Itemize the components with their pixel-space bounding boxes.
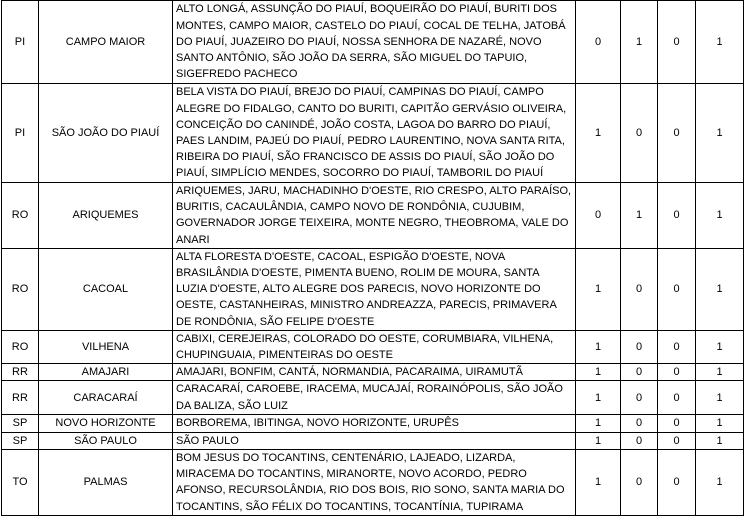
state-cell: PI [2,1,39,84]
regions-table [1,0,744,516]
region-cell: ARIQUEMES [39,183,173,249]
state-cell: RR [2,381,39,414]
value-cell-1: 0 [576,1,621,84]
value-cell-3: 0 [658,381,696,414]
table-row [2,248,744,330]
table-row [2,1,744,84]
region-cell: PALMAS [39,450,173,516]
municipalities-cell: BELA VISTA DO PIAUÍ, BREJO DO PIAUÍ, CAMPINAS DO PIAUÍ, CAMPO ALEGRE DO FIDALGO, CANTO DO BURITI, CAPITÃO GERVÁSIO OLIVEIRA, CONCEIÇÃO DO CANINDÉ, JOÃO COSTA, LAGOA DO BARRO DO PIAUÍ, PAES LANDIM, PAJEÚ DO PIAUÍ, PEDRO LAURENTINO, NOVA SANTA RITA, RIBEIRA DO PIAUÍ, SÃO FRANCISCO DE ASSIS DO PIAUÍ, SÃO JOÃO DO PIAUÍ, SIMPLÍCIO MENDES, SOCORRO DO PIAUÍ, TAMBORIL DO PIAUÍ [173,84,576,183]
value-cell-3: 0 [658,364,696,381]
value-cell-2: 0 [621,414,658,432]
value-cell-2: 1 [621,1,658,84]
region-cell: CACOAL [39,248,173,330]
state-cell: RO [2,330,39,363]
value-cell-4: 1 [696,183,744,249]
value-cell-2: 0 [621,330,658,363]
municipalities-cell: BOM JESUS DO TOCANTINS, CENTENÁRIO, LAJEADO, LIZARDA, MIRACEMA DO TOCANTINS, MIRANORTE, NOVO ACORDO, PEDRO AFONSO, RECURSOLÂNDIA, RIO DOS BOIS, RIO SONO, SANTA MARIA DO TOCANTINS, SÃO FÉLIX DO TOCANTINS, TOCANTÍNIA, TUPIRAMA [173,450,576,516]
value-cell-3: 0 [658,414,696,432]
state-cell: RR [2,364,39,381]
table-row [2,432,744,449]
table-row [2,84,744,183]
value-cell-4: 1 [696,84,744,183]
state-cell: PI [2,84,39,183]
municipalities-cell: CARACARAÍ, CAROEBE, IRACEMA, MUCAJAÍ, RORAINÓPOLIS, SÃO JOÃO DA BALIZA, SÃO LUIZ [173,381,576,414]
value-cell-1: 1 [576,364,621,381]
value-cell-3: 0 [658,450,696,516]
value-cell-3: 0 [658,432,696,449]
value-cell-4: 1 [696,364,744,381]
value-cell-1: 1 [576,248,621,330]
value-cell-3: 0 [658,84,696,183]
value-cell-1: 1 [576,84,621,183]
municipalities-cell: BORBOREMA, IBITINGA, NOVO HORIZONTE, URUPÊS [173,414,576,432]
region-cell: NOVO HORIZONTE [39,414,173,432]
value-cell-2: 0 [621,381,658,414]
municipalities-cell: AMAJARI, BONFIM, CANTÁ, NORMANDIA, PACARAIMA, UIRAMUTÃ [173,364,576,381]
region-cell: CARACARAÍ [39,381,173,414]
municipalities-cell: ALTO LONGÁ, ASSUNÇÃO DO PIAUÍ, BOQUEIRÃO DO PIAUÍ, BURITI DOS MONTES, CAMPO MAIOR, CASTELO DO PIAUÍ, COCAL DE TELHA, JATOBÁ DO PIAUÍ, JUAZEIRO DO PIAUÍ, NOSSA SENHORA DE NAZARÉ, NOVO SANTO ANTÔNIO, SÃO JOÃO DA SERRA, SÃO MIGUEL DO TAPUIO, SIGEFREDO PACHECO [173,1,576,84]
value-cell-2: 0 [621,450,658,516]
value-cell-1: 1 [576,414,621,432]
value-cell-2: 0 [621,248,658,330]
state-cell: SP [2,414,39,432]
value-cell-1: 1 [576,381,621,414]
region-cell: SÃO PAULO [39,432,173,449]
municipalities-cell: SÃO PAULO [173,432,576,449]
table-row [2,364,744,381]
value-cell-3: 0 [658,330,696,363]
value-cell-1: 1 [576,450,621,516]
region-cell: AMAJARI [39,364,173,381]
municipalities-cell: ARIQUEMES, JARU, MACHADINHO D'OESTE, RIO CRESPO, ALTO PARAÍSO, BURITIS, CACAULÂNDIA, CAMPO NOVO DE RONDÔNIA, CUJUBIM, GOVERNADOR JORGE TEIXEIRA, MONTE NEGRO, THEOBROMA, VALE DO ANARI [173,183,576,249]
value-cell-4: 1 [696,432,744,449]
value-cell-2: 0 [621,84,658,183]
state-cell: TO [2,450,39,516]
value-cell-4: 1 [696,414,744,432]
value-cell-4: 1 [696,450,744,516]
value-cell-3: 0 [658,183,696,249]
value-cell-4: 1 [696,330,744,363]
state-cell: SP [2,432,39,449]
value-cell-1: 1 [576,432,621,449]
region-cell: CAMPO MAIOR [39,1,173,84]
municipalities-cell: CABIXI, CEREJEIRAS, COLORADO DO OESTE, CORUMBIARA, VILHENA, CHUPINGUAIA, PIMENTEIRAS DO OESTE [173,330,576,363]
value-cell-4: 1 [696,248,744,330]
value-cell-3: 0 [658,1,696,84]
region-cell: VILHENA [39,330,173,363]
table-row [2,381,744,414]
table-row [2,183,744,249]
state-cell: RO [2,183,39,249]
value-cell-4: 1 [696,381,744,414]
value-cell-1: 0 [576,183,621,249]
municipalities-cell: ALTA FLORESTA D'OESTE, CACOAL, ESPIGÃO D'OESTE, NOVA BRASILÂNDIA D'OESTE, PIMENTA BUENO, ROLIM DE MOURA, SANTA LUZIA D'OESTE, ALTO ALEGRE DOS PARECIS, NOVO HORIZONTE DO OESTE, CASTANHEIRAS, MINISTRO ANDREAZZA, PARECIS, PRIMAVERA DE RONDÔNIA, SÃO FELIPE D'OESTE [173,248,576,330]
value-cell-2: 1 [621,183,658,249]
value-cell-2: 0 [621,432,658,449]
table-row [2,414,744,432]
table-row [2,450,744,516]
value-cell-4: 1 [696,1,744,84]
value-cell-2: 0 [621,364,658,381]
value-cell-1: 1 [576,330,621,363]
region-cell: SÃO JOÃO DO PIAUÍ [39,84,173,183]
value-cell-3: 0 [658,248,696,330]
state-cell: RO [2,248,39,330]
table-row [2,330,744,363]
